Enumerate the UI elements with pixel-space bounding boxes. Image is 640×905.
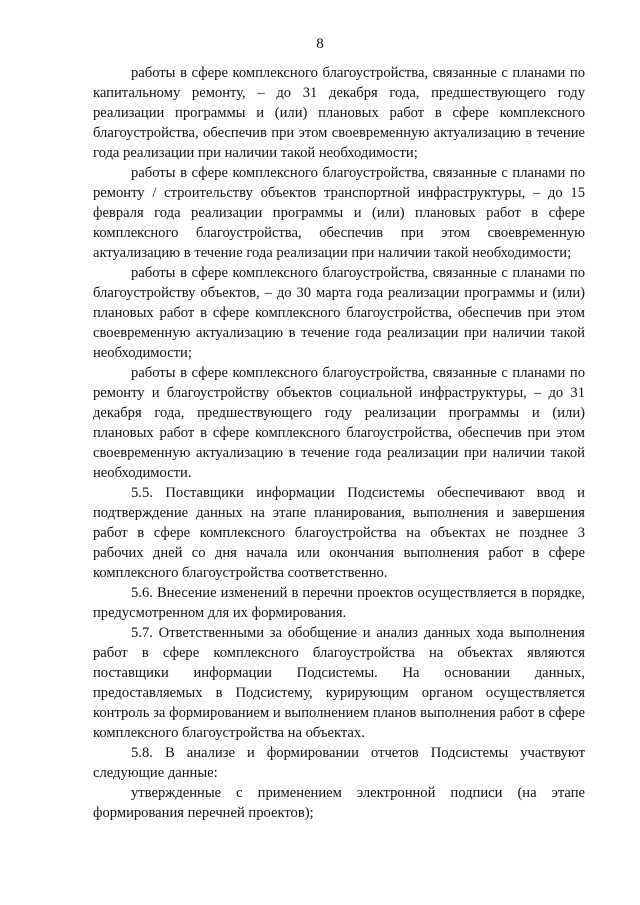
paragraph-approved-data: утвержденные с применением электронной подписи (на этапе формирования перечней проектов); [93, 785, 585, 821]
paragraph-transport-infrastructure: работы в сфере комплексного благоустройства, связанные с планами по ремонту / строительству объектов транспортной инфраструктуры, – до 15 февраля года реализации программы и (или) плановых работ в сфере комплексного благоустройства, обеспечив при этом своевременную актуализацию в течение года реализации при наличии такой необходимости; [93, 165, 585, 261]
paragraph-5-5: 5.5. Поставщики информации Подсистемы обеспечивают ввод и подтверждение данных на этапе планирования, выполнения и завершения работ в сфере комплексного благоустройства на объектах не позднее 3 рабочих дней со дня начала или окончания выполнения работ в сфере комплексного благоустройства соответственно. [93, 485, 585, 581]
document-body [93, 63, 585, 823]
paragraph-social-infrastructure: работы в сфере комплексного благоустройства, связанные с планами по ремонту и благоустройству объектов социальной инфраструктуры, – до 31 декабря года, предшествующего году реализации программы и (или) плановых работ в сфере комплексного благоустройства, обеспечив при этом своевременную актуализацию в течение года реализации при наличии такой необходимости. [93, 365, 585, 481]
paragraph-5-7: 5.7. Ответственными за обобщение и анализ данных хода выполнения работ в сфере комплексного благоустройства на объектах являются поставщики информации Подсистемы. На основании данных, предоставляемых в Подсистему, курирующим органом осуществляется контроль за формированием и выполнением планов выполнения работ в сфере комплексного благоустройства на объектах. [93, 625, 585, 741]
paragraph-5-6: 5.6. Внесение изменений в перечни проектов осуществляется в порядке, предусмотренном для их формирования. [93, 585, 585, 621]
paragraph-landscaping-objects: работы в сфере комплексного благоустройства, связанные с планами по благоустройству объектов, – до 30 марта года реализации программы и (или) плановых работ в сфере комплексного благоустройства, обеспечив при этом своевременную актуализацию в течение года реализации при наличии такой необходимости; [93, 265, 585, 361]
paragraph-capital-repair: работы в сфере комплексного благоустройства, связанные с планами по капитальному ремонту, – до 31 декабря года, предшествующего году реализации программы и (или) плановых работ в сфере комплексного благоустройства, обеспечив при этом своевременную актуализацию в течение года реализации при наличии такой необходимости; [93, 65, 585, 161]
paragraph-5-8: 5.8. В анализе и формировании отчетов Подсистемы участвуют следующие данные: [93, 745, 585, 781]
page-number: 8 [316, 36, 324, 52]
